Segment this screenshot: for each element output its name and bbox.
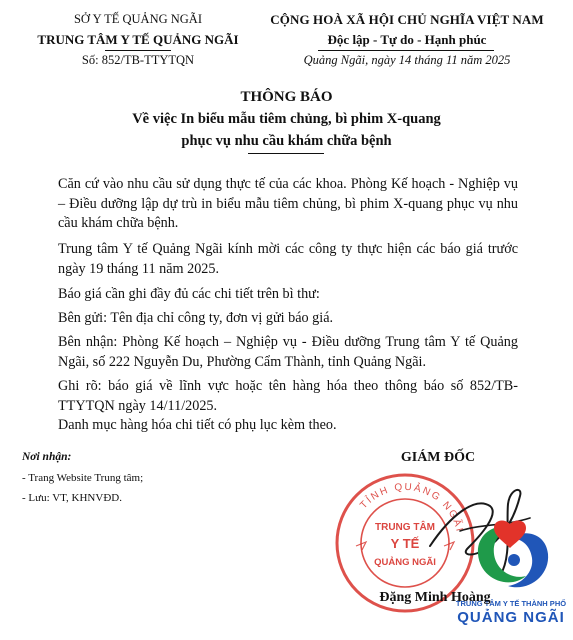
stamp-line-1: TRUNG TÂM <box>375 522 435 533</box>
national-title: CỘNG HOÀ XÃ HỘI CHỦ NGHĨA VIỆT NAM <box>270 12 544 27</box>
motto: Độc lập - Tự do - Hạnh phúc <box>327 32 487 47</box>
notice-subject-line-2: phục vụ nhu cầu khám chữa bệnh <box>181 133 392 149</box>
hospital-logo-icon <box>470 514 556 596</box>
recipient-item: - Trang Website Trung tâm; <box>22 472 144 484</box>
paragraph-invitation <box>58 240 518 279</box>
watermark-line-2: QUẢNG NGÃI <box>457 609 565 626</box>
body-content <box>58 175 518 234</box>
recipients-title: Nơi nhận: <box>22 451 72 463</box>
watermark-line-1: TRUNG TÂM Y TẾ THÀNH PHỐ <box>455 599 567 608</box>
paragraph-basis <box>58 175 518 234</box>
organization-underline <box>105 50 171 51</box>
signer-name: Đặng Minh Hoàng <box>379 590 491 605</box>
department-name: SỞ Y TẾ QUẢNG NGÃI <box>73 12 202 26</box>
subject-underline <box>248 153 324 154</box>
director-title: GIÁM ĐỐC <box>400 450 476 465</box>
organization-name: TRUNG TÂM Y TẾ QUẢNG NGÃI <box>37 32 239 47</box>
paragraph-receiver-text: Bên nhận: Phòng Kế hoạch – Nghiệp vụ - Điều dưỡng Trung tâm Y tế Quảng Ngãi, số 222 Nguyễn Du, Phường Cẩm Thành, tỉnh Quảng Ngãi. <box>58 334 518 370</box>
paragraph-note <box>58 377 518 416</box>
stamp-ring-text: TỈNH QUẢNG NGÃI <box>358 481 465 535</box>
stamp-line-2: Y TẾ <box>390 536 420 551</box>
place-date: Quảng Ngãi, ngày 14 tháng 11 năm 2025 <box>303 53 511 67</box>
paragraph-basis-text: Căn cứ vào nhu cầu sử dụng thực tế của các khoa. Phòng Kế hoạch - Nghiệp vụ – Điều dưỡng lập dự trù in biểu mẫu tiêm chủng, bì phim X-quang phục vụ nhu cầu khám chữa bệnh. <box>58 176 518 231</box>
paragraph-sender: Bên gửi: Tên địa chỉ công ty, đơn vị gửi báo giá. <box>58 310 334 326</box>
paragraph-note-text: Ghi rõ: báo giá về lĩnh vực hoặc tên hàng hóa theo thông báo số 852/TB-TTYTQN ngày 14/11/2025. <box>58 378 518 414</box>
notice-subject-line-1: Về việc In biểu mẫu tiêm chủng, bì phim X-quang <box>132 111 441 127</box>
motto-underline <box>318 50 494 51</box>
notice-title: THÔNG BÁO <box>240 89 333 105</box>
paragraph-receiver <box>58 333 518 372</box>
paragraph-invitation-text: Trung tâm Y tế Quảng Ngãi kính mời các công ty thực hiện các báo giá trước ngày 19 tháng 11 năm 2025. <box>58 241 518 277</box>
paragraph-appendix: Danh mục hàng hóa chi tiết có phụ lục kèm theo. <box>58 417 337 433</box>
document-number: Số: 852/TB-TTYTQN <box>81 53 195 67</box>
paragraph-envelope: Báo giá cần ghi đầy đủ các chi tiết trên bì thư: <box>58 286 320 302</box>
recipient-item: - Lưu: VT, KHNVĐD. <box>22 492 122 504</box>
stamp-line-3: QUẢNG NGÃI <box>374 557 436 568</box>
